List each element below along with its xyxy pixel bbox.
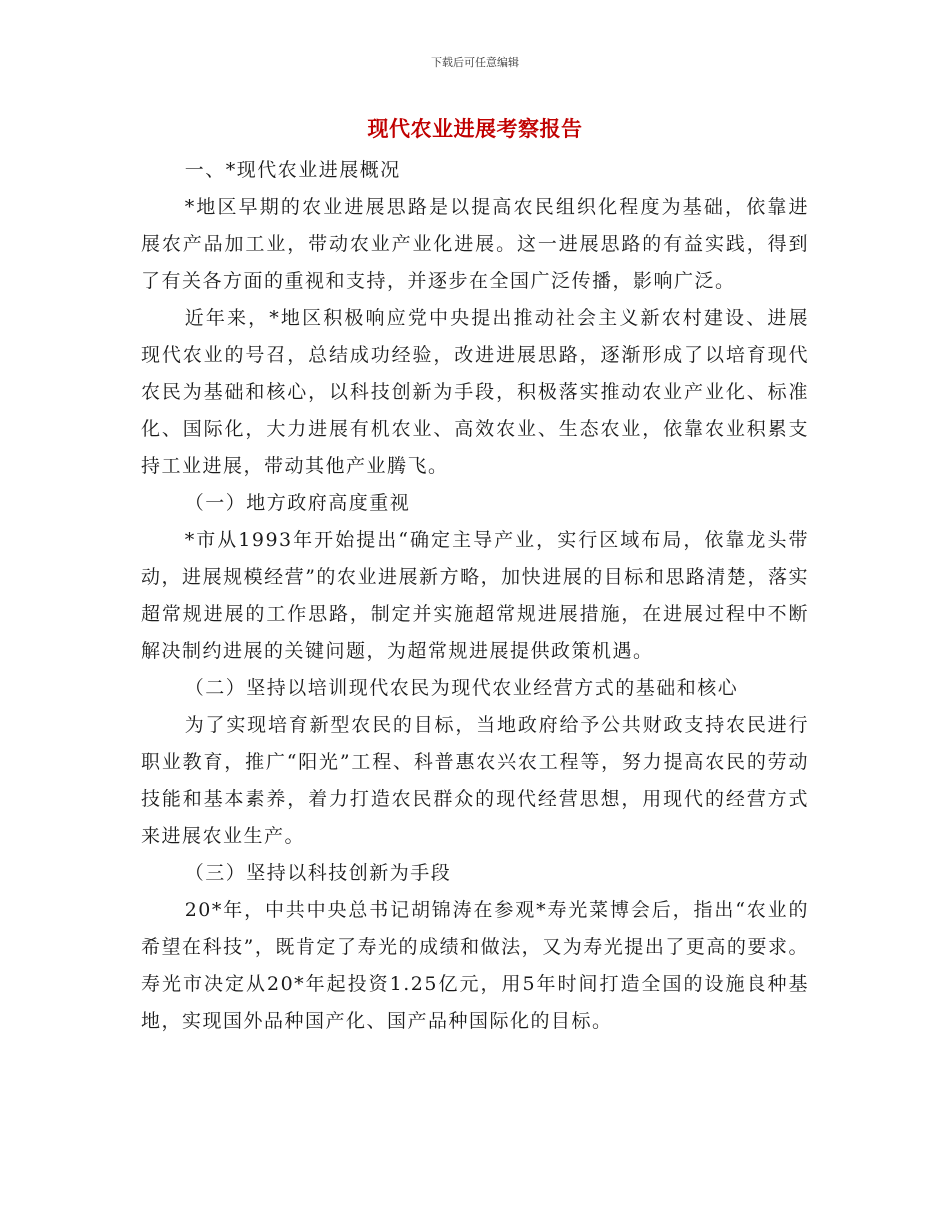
paragraph-farmer-training: 为了实现培育新型农民的目标，当地政府给予公共财政支持农民进行职业教育，推广“阳光”工程、科普惠农兴农工程等，努力提高农民的劳动技能和基本素养，着力打造农民群众的现代经营思想，用现代的经营方式来进展农业生产。	[141, 714, 809, 847]
paragraph-technology-innovation: 20*年，中共中央总书记胡锦涛在参观*寿光菜博会后，指出“农业的希望在科技”，既肯定了寿光的成绩和做法，又为寿光提出了更高的要求。寿光市决定从20*年起投资1.25亿元，用5年时间打造全国的设施良种基地，实现国外品种国产化、国产品种国际化的目标。	[141, 899, 809, 1032]
page-header-note: 下载后可任意编辑	[431, 56, 519, 69]
section-heading-overview: 一、*现代农业进展概况	[184, 159, 401, 181]
subsection-heading-technology: （三）坚持以科技创新为手段	[184, 862, 452, 884]
subsection-heading-government: （一）地方政府高度重视	[184, 492, 411, 514]
document-title: 现代农业进展考察报告	[367, 117, 583, 141]
subsection-heading-training: （二）坚持以培训现代农民为现代农业经营方式的基础和核心	[184, 677, 739, 699]
document-body	[141, 152, 809, 1040]
paragraph-early-strategy: *地区早期的农业进展思路是以提高农民组织化程度为基础，依靠进展农产品加工业，带动农业产业化进展。这一进展思路的有益实践，得到了有关各方面的重视和支持，并逐步在全国广泛传播，影响广泛。	[141, 196, 809, 292]
paragraph-government-strategy: *市从1993年开始提出“确定主导产业，实行区域布局，依靠龙头带动，进展规模经营”的农业进展新方略，加快进展的目标和思路清楚，落实超常规进展的工作思路，制定并实施超常规进展措施，在进展过程中不断解决制约进展的关键问题，为超常规进展提供政策机遇。	[141, 529, 809, 662]
paragraph-recent-years: 近年来，*地区积极响应党中央提出推动社会主义新农村建设、进展现代农业的号召，总结成功经验，改进进展思路，逐渐形成了以培育现代农民为基础和核心，以科技创新为手段，积极落实推动农业产业化、标准化、国际化，大力进展有机农业、高效农业、生态农业，依靠农业积累支持工业进展，带动其他产业腾飞。	[141, 307, 809, 477]
